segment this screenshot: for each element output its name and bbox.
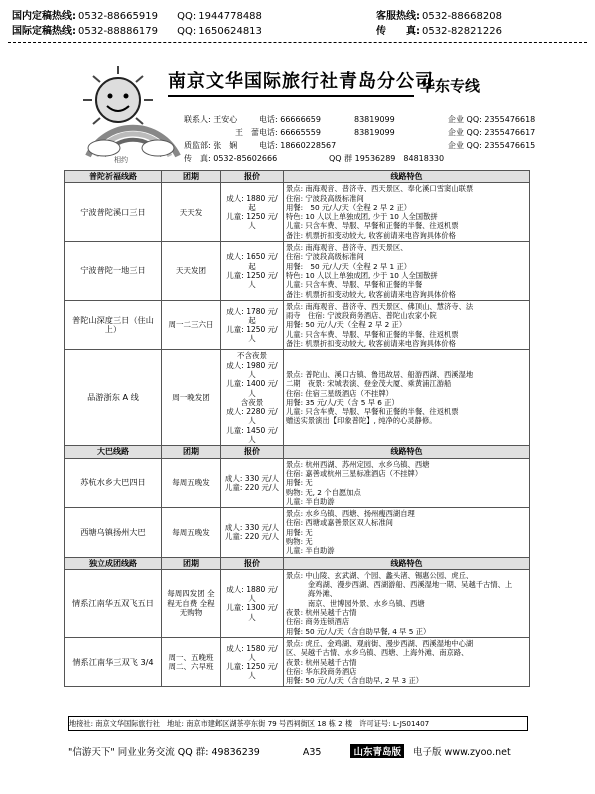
route-name: 情系江南华五双飞五日 bbox=[65, 569, 162, 637]
feature-line: 儿童: 只含车费、导服、早餐和正餐的半餐、往返机票 bbox=[286, 329, 459, 339]
feature-line: 景点: 南海观音、普济寺、西天景区、 bbox=[286, 243, 408, 253]
price-line: 成人: 1880 元/起 bbox=[226, 193, 278, 212]
features-cell bbox=[284, 508, 530, 557]
route-name: 宁波普陀溪口三日 bbox=[65, 183, 162, 242]
column-header: 团期 bbox=[162, 557, 221, 569]
feature-line: 住宿: 商务连锁酒店 bbox=[286, 617, 350, 627]
feature-line: 住宿: 住宿三星级酒店（不挂牌） bbox=[286, 388, 393, 398]
feature-line: 雨寺 住宿: 宁波段商务酒店、普陀山农家小院 bbox=[286, 311, 437, 321]
feature-line: 金鸡湖、漫步西湖、西湖游船、西溪湿地一期、吴越千古情、上 bbox=[286, 580, 513, 590]
column-header: 报价 bbox=[221, 171, 284, 183]
section-header bbox=[65, 171, 530, 183]
feature-line: 景点: 水乡乌镇、西塘、扬州瘦西湖自理 bbox=[286, 509, 415, 519]
features-cell bbox=[284, 458, 530, 507]
feature-line: 儿童: 半自助游 bbox=[286, 546, 335, 556]
service-hotline: 客服热线: 0532-88668208 bbox=[376, 11, 502, 22]
price-line: 不含夜景 bbox=[237, 351, 267, 361]
price-line: 儿童: 1250 元/人 bbox=[226, 325, 278, 344]
feature-line: 景点: 中山陵、玄武湖、个园、蠡头渚、锡惠公园、虎丘、 bbox=[286, 570, 474, 580]
price-line: 儿童: 1450 元/人 bbox=[226, 425, 278, 445]
feature-line: 儿童: 半自助游 bbox=[286, 496, 335, 506]
contact-row: 联系人: 王安心 电话: 66666659 83819099 企业 QQ: 2355476618 bbox=[184, 115, 536, 124]
price-line: 儿童: 1400 元/人 bbox=[226, 379, 278, 398]
header-divider bbox=[8, 42, 587, 43]
svg-text:相约: 相约 bbox=[114, 156, 128, 164]
column-header: 报价 bbox=[221, 557, 284, 569]
route-row bbox=[65, 458, 530, 507]
feature-line: 儿童: 只含车费、导服、早餐和正餐的半餐、往返机票 bbox=[286, 407, 459, 417]
domestic-hotline: 国内定稿热线: 0532-88665919 QQ: 1944778488 bbox=[12, 11, 262, 22]
price-line: 含夜景 bbox=[240, 397, 264, 407]
route-row bbox=[65, 242, 530, 301]
price-cell bbox=[221, 300, 284, 349]
feature-line: 用餐: 无 bbox=[286, 527, 313, 537]
price-cell bbox=[221, 508, 284, 557]
page-number: A35 bbox=[302, 747, 322, 758]
feature-line: 住宿: 西塘或嘉善景区双人标准间 bbox=[286, 518, 393, 528]
feature-line: 备注: 机票折扣变动较大, 收客前请来电咨询具体价格 bbox=[286, 289, 456, 299]
route-row bbox=[65, 508, 530, 557]
feature-line: 南京、世博园外景、水乡乌镇、西塘 bbox=[286, 598, 425, 608]
feature-line: 住宿: 宁波段高级标准间 bbox=[286, 252, 364, 262]
bottom-bar bbox=[68, 744, 538, 758]
price-line: 成人: 1650 元/起 bbox=[226, 252, 278, 271]
departure-schedule: 每周五晚发 bbox=[162, 508, 221, 557]
departure-schedule: 周一、五晚班 周二、六早班 bbox=[162, 637, 221, 686]
column-header: 团期 bbox=[162, 446, 221, 458]
price-cell bbox=[221, 458, 284, 507]
price-cell bbox=[221, 569, 284, 637]
price-cell bbox=[221, 350, 284, 446]
feature-line: 备注: 机票折扣变动较大, 收客前请来电咨询具体价格 bbox=[286, 339, 456, 349]
ground-agency-footer: 地接社: 南京文华国际旅行社 地址: 南京市建邺区湖茶亭东街 79 号西祠街区 18 栋 2 楼 许可证号: L-JS01407 bbox=[68, 716, 528, 731]
price-line: 成人: 2280 元/人 bbox=[226, 407, 278, 426]
features-cell bbox=[284, 569, 530, 637]
price-line: 成人: 330 元/人 bbox=[224, 473, 280, 483]
feature-line: 景点: 虎丘、金鸡湖、观前街、漫步西湖、西溪湿地中心湖 bbox=[286, 638, 474, 648]
price-line: 成人: 1880 元/人 bbox=[226, 584, 278, 604]
route-name: 苏杭水乡大巴四日 bbox=[65, 458, 162, 507]
section-header bbox=[65, 446, 530, 458]
contact-row: 王 蕾电话: 66665559 83819099 企业 QQ: 2355476617 bbox=[235, 128, 536, 137]
feature-line: 赠送实景演出【印象普陀】, 纯净的心灵静修。 bbox=[286, 416, 437, 426]
route-row bbox=[65, 569, 530, 637]
feature-line: 用餐: 无 bbox=[286, 478, 313, 488]
international-hotline: 国际定稿热线: 0532-88886179 QQ: 1650624813 bbox=[12, 26, 262, 37]
title-underline bbox=[168, 95, 414, 97]
feature-line: 用餐: 50 元/人/天（含自助早餐, 4 早 5 正） bbox=[286, 626, 431, 636]
price-line: 儿童: 1250 元/人 bbox=[226, 662, 278, 681]
departure-schedule: 天天发 bbox=[162, 183, 221, 242]
feature-line: 儿童: 只含车费、导服、早餐和正餐的半餐 bbox=[286, 280, 423, 290]
feature-line: 景点: 南海观音、普济寺、西天景区、奉化溪口雪窦山联票 bbox=[286, 184, 474, 194]
departure-schedule: 每周五晚发 bbox=[162, 458, 221, 507]
feature-line: 用餐: 50 元/人/天（全程 2 早 2 正） bbox=[286, 202, 412, 212]
features-cell bbox=[284, 637, 530, 686]
feature-line: 景点: 杭州西湖、苏州定园、水乡乌镇、西塘 bbox=[286, 459, 430, 469]
feature-line: 特色: 10 人以上单独成团, 少于 10 人全国散拼 bbox=[286, 270, 438, 280]
feature-line: 用餐: 50 元/人/天（含自助早, 2 早 3 正） bbox=[286, 676, 424, 686]
features-cell bbox=[284, 242, 530, 301]
feature-line: 购物: 无, 2 个自愿加点 bbox=[286, 487, 361, 497]
price-line: 儿童: 1250 元/人 bbox=[226, 212, 278, 231]
price-line: 儿童: 220 元/人 bbox=[224, 482, 280, 492]
feature-line: 住宿: 宁波段高级标准间 bbox=[286, 193, 364, 203]
feature-line: 用餐: 50 元/人/天（全程 2 早 2 正） bbox=[286, 320, 407, 330]
route-name: 西塘乌镇扬州大巴 bbox=[65, 508, 162, 557]
fax-hotline: 传 真: 0532-82821226 bbox=[376, 26, 502, 37]
route-row bbox=[65, 637, 530, 686]
column-header: 大巴线路 bbox=[65, 446, 162, 458]
feature-line: 特色: 10 人以上单独成团, 少于 10 人全国散拼 bbox=[286, 212, 438, 222]
column-header: 线路特色 bbox=[284, 557, 530, 569]
route-name: 情系江南华三双飞 3/4 bbox=[65, 637, 162, 686]
feature-line: 夜景: 杭州吴越千古情 bbox=[286, 657, 357, 667]
route-table bbox=[64, 170, 530, 687]
feature-line: 用餐: 50 元/人/天（全程 2 早 1 正） bbox=[286, 261, 412, 271]
route-row bbox=[65, 300, 530, 349]
departure-schedule: 天天发团 bbox=[162, 242, 221, 301]
departure-schedule: 周一二三六日 bbox=[162, 300, 221, 349]
feature-line: 夜景: 杭州吴越千古情 bbox=[286, 608, 357, 618]
east-china-line-label: 华东专线 bbox=[420, 77, 481, 95]
feature-line: 儿童: 只含车费、导服、早餐和正餐的半餐、往返机票 bbox=[286, 221, 459, 231]
column-header: 报价 bbox=[221, 446, 284, 458]
route-name: 普陀山深度三日（住山上） bbox=[65, 300, 162, 349]
price-cell bbox=[221, 242, 284, 301]
contact-row: 传 真: 0532-85602666 QQ 群 19536289 84818330 bbox=[184, 154, 445, 163]
price-line: 成人: 1980 元/人 bbox=[226, 360, 278, 379]
route-name: 品游浙东 A 线 bbox=[65, 350, 162, 446]
price-cell bbox=[221, 637, 284, 686]
column-header: 线路特色 bbox=[284, 446, 530, 458]
column-header: 线路特色 bbox=[284, 171, 530, 183]
route-row bbox=[65, 350, 530, 446]
price-line: 儿童: 1250 元/人 bbox=[226, 270, 278, 290]
route-row bbox=[65, 183, 530, 242]
contact-row: 质监部: 张 娴 电话: 18660228567 企业 QQ: 2355476615 bbox=[184, 141, 536, 150]
departure-schedule: 每周四发团 全程无自费 全程无购物 bbox=[162, 569, 221, 637]
company-title: 南京文华国际旅行社青岛分公司 bbox=[168, 71, 434, 92]
feature-line: 住宿: 嘉善或杭州三星标准酒店（不挂牌） bbox=[286, 468, 423, 478]
departure-schedule: 周一晚发团 bbox=[162, 350, 221, 446]
price-line: 成人: 1580 元/人 bbox=[226, 643, 278, 662]
ebook-link[interactable]: 电子版 www.zyoo.net bbox=[413, 747, 511, 758]
route-name: 宁波普陀一地三日 bbox=[65, 242, 162, 301]
feature-line: 购物: 无 bbox=[286, 536, 313, 546]
qq-group-slogan: "信游天下" 同业业务交流 QQ 群: 49836239 bbox=[68, 747, 260, 758]
feature-line: 景点: 南海观音、普济寺、西天景区、佛顶山、慧济寺、法 bbox=[286, 301, 474, 311]
price-line: 成人: 330 元/人 bbox=[224, 523, 280, 533]
features-cell bbox=[284, 350, 530, 446]
column-header: 团期 bbox=[162, 171, 221, 183]
features-cell bbox=[284, 300, 530, 349]
price-cell bbox=[221, 183, 284, 242]
feature-line: 二期 夜景: 宋城表演、登金茂大厦、乘黄浦江游船 bbox=[286, 379, 452, 389]
feature-line: 景点: 普陀山、溪口古镇、鲁迅故居、船游西湖、西溪湿地 bbox=[286, 369, 474, 379]
column-header: 普陀祈福线路 bbox=[65, 171, 162, 183]
feature-line: 用餐: 35 元/人/天（含 5 早 6 正） bbox=[286, 397, 399, 407]
feature-line: 住宿: 华东段商务酒店 bbox=[286, 666, 357, 676]
feature-line: 海外滩、 bbox=[286, 589, 338, 599]
features-cell bbox=[284, 183, 530, 242]
column-header: 独立成团线路 bbox=[65, 557, 162, 569]
section-header bbox=[65, 557, 530, 569]
feature-line: 备注: 机票折扣变动较大, 收客前请来电咨询具体价格 bbox=[286, 230, 456, 240]
price-line: 成人: 1780 元/起 bbox=[226, 306, 278, 325]
price-line: 儿童: 220 元/人 bbox=[224, 532, 280, 542]
feature-line: 区、吴越千古情、水乡乌镇、西塘、上海外滩、南京路、 bbox=[286, 648, 469, 658]
price-line: 儿童: 1300 元/人 bbox=[226, 603, 278, 622]
edition-badge: 山东青岛版 bbox=[350, 744, 404, 758]
